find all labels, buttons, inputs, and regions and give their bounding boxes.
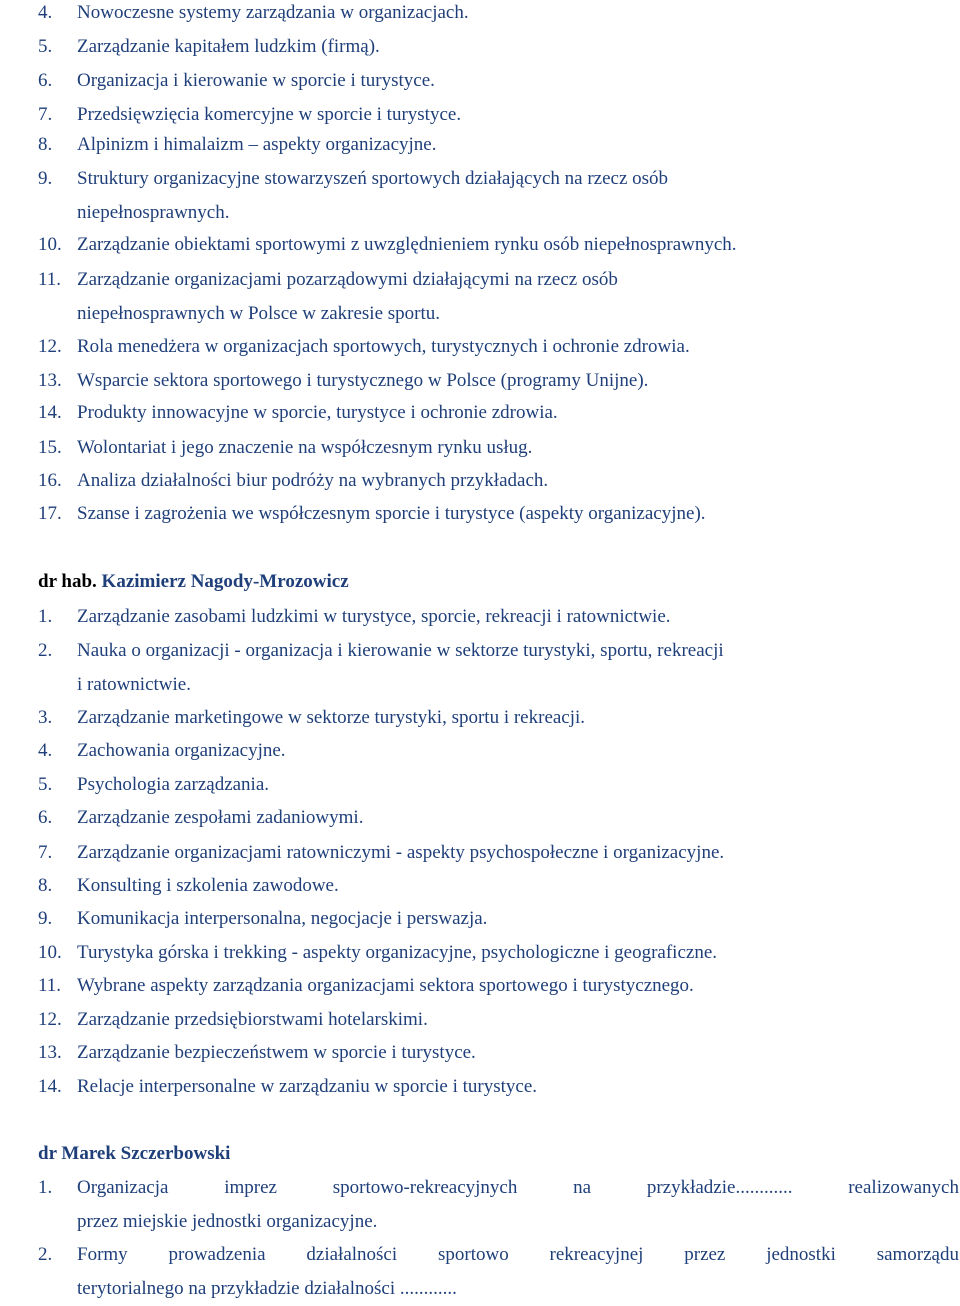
item-number: 13.: [38, 1042, 62, 1063]
item-number: 5.: [38, 774, 53, 795]
item-number: 1.: [38, 606, 53, 627]
item-text: Nauka o organizacji - organizacja i kierowanie w sektorze turystyki, sportu, rekreacji: [77, 640, 724, 661]
list-item: [0, 1171, 958, 1239]
item-number: 12.: [38, 336, 62, 357]
item-text: Zarządzanie obiektami sportowymi z uwzględnieniem rynku osób niepełnosprawnych.: [77, 234, 737, 255]
item-text: Zarządzanie marketingowe w sektorze turystyki, sportu i rekreacji.: [77, 707, 586, 728]
item-text: Wybrane aspekty zarządzania organizacjami sektora sportowego i turystycznego.: [77, 975, 694, 996]
item-text: Nowoczesne systemy zarządzania w organizacjach.: [77, 2, 469, 23]
list-item: [0, 64, 958, 98]
item-text: Zarządzanie organizacjami ratowniczymi - aspekty psychospołeczne i organizacyjne.: [77, 842, 725, 863]
list-item: [0, 98, 958, 132]
list-item: [0, 464, 958, 498]
list-item: [0, 330, 958, 364]
list-item: [0, 734, 958, 768]
item-number: 16.: [38, 470, 62, 491]
item-text: Przedsięwzięcia komercyjne w sporcie i turystyce.: [77, 104, 462, 125]
list-item: [0, 1070, 958, 1104]
item-text-continuation: terytorialnego na przykładzie działalności ............: [77, 1278, 457, 1299]
item-number: 11.: [38, 269, 62, 290]
item-number: 4.: [38, 2, 53, 23]
item-text: Formy prowadzenia działalności sportowo rekreacyjnej przez jednostki samorządu: [77, 1244, 959, 1265]
item-text-continuation: niepełnosprawnych w Polsce w zakresie sportu.: [77, 303, 441, 324]
item-text-continuation: przez miejskie jednostki organizacyjne.: [77, 1211, 378, 1232]
list-item: [0, 902, 958, 936]
item-number: 6.: [38, 70, 53, 91]
list-item: [0, 1036, 958, 1070]
item-text: Organizacja imprez sportowo-rekreacyjnych na przykładzie............ realizowanych: [77, 1177, 959, 1198]
list-item: [0, 969, 958, 1003]
list-item: [0, 836, 958, 870]
item-number: 17.: [38, 503, 62, 524]
item-number: 10.: [38, 234, 62, 255]
item-text: Zarządzanie zasobami ludzkimi w turystyce, sporcie, rekreacji i ratownictwie.: [77, 606, 671, 627]
list-item: [0, 431, 958, 465]
item-text: Zarządzanie bezpieczeństwem w sporcie i turystyce.: [77, 1042, 476, 1063]
item-text: Struktury organizacyjne stowarzyszeń sportowych działających na rzecz osób: [77, 168, 669, 189]
list-item: [0, 162, 958, 230]
item-text: Zarządzanie zespołami zadaniowymi.: [77, 807, 364, 828]
item-number: 13.: [38, 370, 62, 391]
list-item: [0, 1238, 958, 1306]
item-text: Zachowania organizacyjne.: [77, 740, 286, 761]
list-item: [0, 634, 958, 702]
item-text: Alpinizm i himalaizm – aspekty organizacyjne.: [77, 134, 437, 155]
item-text: Wsparcie sektora sportowego i turystycznego w Polsce (programy Unijne).: [77, 370, 649, 391]
list-item: [0, 364, 958, 398]
item-number: 14.: [38, 1076, 62, 1097]
list-item: [0, 869, 958, 903]
list-item: [0, 30, 958, 64]
item-text: Zarządzanie organizacjami pozarządowymi działającymi na rzecz osób: [77, 269, 618, 290]
list-item: [0, 600, 958, 634]
item-text: Organizacja i kierowanie w sporcie i turystyce.: [77, 70, 435, 91]
item-number: 1.: [38, 1177, 53, 1198]
item-text-continuation: niepełnosprawnych.: [77, 202, 230, 223]
item-number: 11.: [38, 975, 62, 996]
item-number: 7.: [38, 104, 53, 125]
item-text: Analiza działalności biur podróży na wybranych przykładach.: [77, 470, 549, 491]
item-number: 8.: [38, 875, 53, 896]
item-text: Psychologia zarządzania.: [77, 774, 270, 795]
heading-name: dr Marek Szczerbowski: [38, 1143, 231, 1164]
item-text: Rola menedżera w organizacjach sportowych, turystycznych i ochronie zdrowia.: [77, 336, 690, 357]
list-item: [0, 1003, 958, 1037]
list-item: [0, 0, 958, 30]
item-text: Zarządzanie przedsiębiorstwami hotelarskimi.: [77, 1009, 428, 1030]
section-heading: [38, 1137, 230, 1171]
item-text: Turystyka górska i trekking - aspekty organizacyjne, psychologiczne i geograficzne.: [77, 942, 718, 963]
item-number: 6.: [38, 807, 53, 828]
item-text: Produkty innowacyjne w sporcie, turystyce i ochronie zdrowia.: [77, 402, 558, 423]
item-text: Zarządzanie kapitałem ludzkim (firmą).: [77, 36, 380, 57]
item-number: 4.: [38, 740, 53, 761]
item-number: 14.: [38, 402, 62, 423]
item-text: Wolontariat i jego znaczenie na współczesnym rynku usług.: [77, 437, 533, 458]
item-number: 9.: [38, 168, 53, 189]
list-item: [0, 497, 958, 531]
item-number: 8.: [38, 134, 53, 155]
list-item: [0, 801, 958, 835]
item-text: Relacje interpersonalne w zarządzaniu w sporcie i turystyce.: [77, 1076, 538, 1097]
item-number: 3.: [38, 707, 53, 728]
section-heading: [38, 565, 349, 599]
item-text: Komunikacja interpersonalna, negocjacje i perswazja.: [77, 908, 488, 929]
list-item: [0, 701, 958, 735]
list-item: [0, 263, 958, 331]
item-text: Szanse i zagrożenia we współczesnym sporcie i turystyce (aspekty organizacyjne).: [77, 503, 706, 524]
heading-name: Kazimierz Nagody-Mrozowicz: [101, 571, 349, 592]
list-item: [0, 228, 958, 262]
item-number: 10.: [38, 942, 62, 963]
item-number: 9.: [38, 908, 53, 929]
list-item: [0, 936, 958, 970]
list-item: [0, 768, 958, 802]
item-number: 5.: [38, 36, 53, 57]
item-number: 12.: [38, 1009, 62, 1030]
item-number: 2.: [38, 1244, 53, 1265]
item-text-continuation: i ratownictwie.: [77, 674, 191, 695]
item-text: Konsulting i szkolenia zawodowe.: [77, 875, 339, 896]
list-item: [0, 396, 958, 430]
item-number: 2.: [38, 640, 53, 661]
item-number: 15.: [38, 437, 62, 458]
list-item: [0, 128, 958, 162]
heading-title-prefix: dr hab.: [38, 571, 97, 592]
item-number: 7.: [38, 842, 53, 863]
